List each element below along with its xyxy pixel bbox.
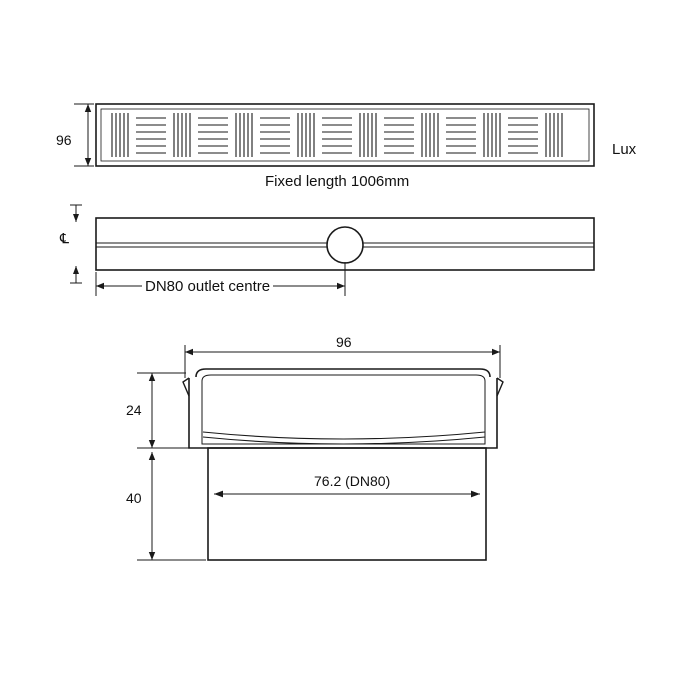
dimension-outlet-bore	[214, 491, 480, 498]
label-outlet-depth: 40	[126, 490, 142, 506]
label-outlet-bore: 76.2 (DN80)	[311, 473, 393, 489]
dimension-grate-height	[74, 104, 94, 166]
centreline-marker	[70, 205, 82, 283]
label-fixed-length: Fixed length 1006mm	[265, 173, 410, 190]
section-view	[183, 369, 503, 560]
outlet-circle	[327, 227, 363, 263]
label-outlet-centre: DN80 outlet centre	[142, 278, 273, 295]
grate-plan-view	[96, 104, 594, 166]
centreline-symbol-label: ℄	[60, 230, 69, 246]
label-section-width: 96	[336, 334, 352, 350]
label-brand: Lux	[612, 141, 637, 158]
outlet-spigot	[208, 448, 486, 560]
grate-slots	[112, 113, 562, 157]
dimension-flange-depth	[137, 373, 205, 448]
dimension-outlet-depth	[137, 452, 206, 560]
label-flange-depth: 24	[126, 402, 142, 418]
label-grate-height: 96	[56, 132, 72, 148]
